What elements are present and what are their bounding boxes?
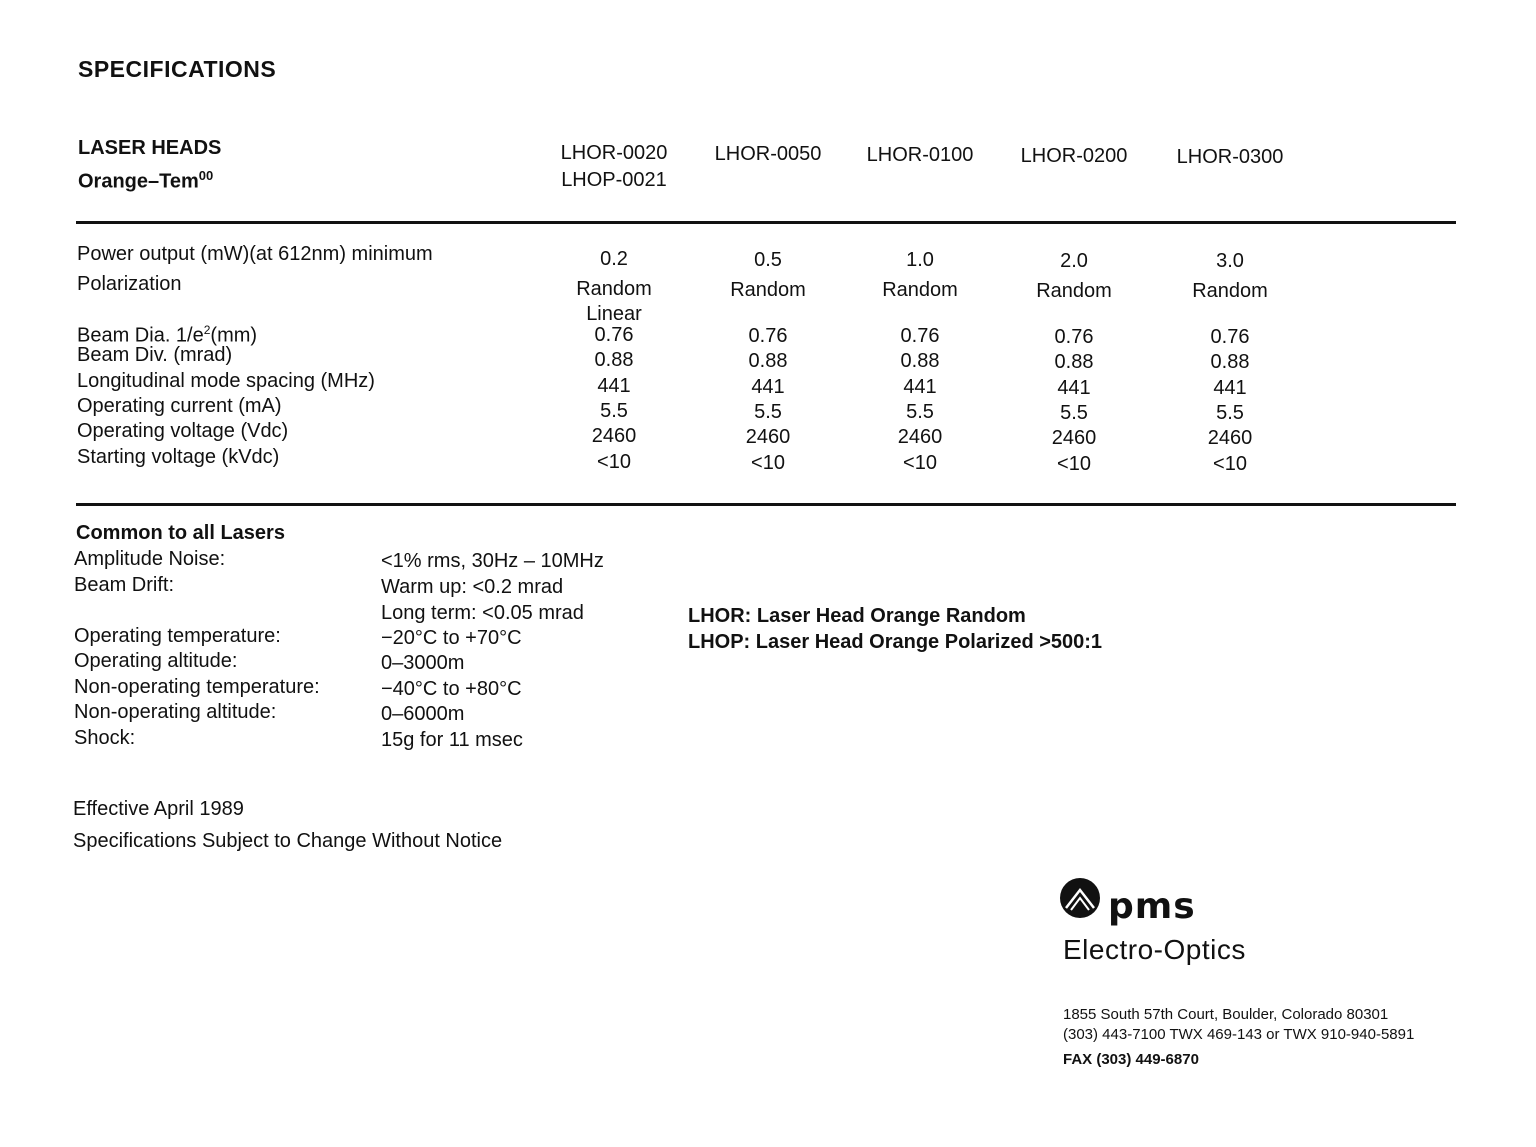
legend-lhor: LHOR: Laser Head Orange Random bbox=[688, 605, 1026, 627]
spec-cell: 5.5 bbox=[600, 400, 628, 422]
spec-cell: 2.0 bbox=[1060, 249, 1088, 272]
spec-cell: 0.76 bbox=[748, 324, 788, 347]
spec-cell: 2460 bbox=[897, 426, 943, 449]
common-spec-label: Amplitude Noise: bbox=[74, 548, 226, 570]
common-section-title: Common to all Lasers bbox=[76, 522, 285, 544]
spec-row-label: Power output (mW)(at 612nm) minimum bbox=[77, 243, 433, 265]
spec-cell: 5.5 bbox=[1060, 401, 1088, 424]
laser-heads-line1: LASER HEADS bbox=[78, 137, 222, 159]
model-name: LHOR-0100 bbox=[866, 144, 974, 166]
spec-cell: 0.88 bbox=[594, 349, 634, 371]
spec-cell: <10 bbox=[1057, 452, 1091, 475]
model-name: LHOR-0200 bbox=[1020, 145, 1128, 167]
legend bbox=[688, 603, 1102, 655]
common-spec-label: Shock: bbox=[74, 727, 136, 749]
effective-date: Effective April 1989 bbox=[73, 798, 244, 820]
spec-cell: Random bbox=[882, 279, 958, 302]
spec-cell: 441 bbox=[597, 375, 631, 397]
model-column-1 bbox=[693, 141, 843, 168]
spec-cell: 5.5 bbox=[906, 401, 934, 424]
spec-row-label: Beam Dia. $1/e^2(mm)$ bbox=[77, 323, 258, 347]
common-spec-value: Warm up: <0.2 mrad bbox=[381, 576, 564, 598]
change-notice: Specifications Subject to Change Without Notice bbox=[73, 830, 503, 852]
laser-heads-label bbox=[78, 134, 221, 196]
spec-cell: Random bbox=[1036, 279, 1112, 302]
pms-logo-icon bbox=[1060, 878, 1100, 918]
spec-cell: 0.76 bbox=[900, 325, 940, 348]
spec-cell: 0.2 bbox=[600, 248, 628, 270]
spec-cell: 0.76 bbox=[594, 324, 634, 346]
model-column-4 bbox=[1155, 144, 1305, 171]
spec-cell: 2460 bbox=[745, 425, 791, 448]
legend-lhop: LHOP: Laser Head Orange Polarized >500:1 bbox=[688, 631, 1103, 653]
spec-row-label: Longitudinal mode spacing (MHz) bbox=[77, 370, 375, 392]
model-column-0 bbox=[539, 140, 689, 194]
common-spec-value: −20°C to +70°C bbox=[381, 627, 522, 649]
common-spec-label: Operating altitude: bbox=[74, 650, 238, 672]
common-spec-label: Beam Drift: bbox=[74, 574, 175, 596]
spec-cell: <10 bbox=[751, 451, 785, 474]
spec-cell: 0.76 bbox=[1210, 326, 1250, 349]
company-phone: (303) 443-7100 TWX 469-143 or TWX 910-940-5891 bbox=[1063, 1026, 1415, 1043]
model-name: LHOR-0300 bbox=[1176, 146, 1284, 168]
common-spec-value: −40°C to +80°C bbox=[381, 678, 522, 700]
spec-row-label: Beam Div. (mrad) bbox=[77, 344, 233, 366]
brand-subtitle: Electro-Optics bbox=[1063, 934, 1246, 965]
spec-cell: 0.76 bbox=[1054, 325, 1094, 348]
spec-cell: 441 bbox=[1057, 376, 1091, 399]
model-name: LHOP-0021 bbox=[561, 169, 667, 191]
common-spec-label: Non-operating altitude: bbox=[74, 701, 277, 723]
spec-cell: 3.0 bbox=[1216, 250, 1244, 273]
table-bottom-rule bbox=[76, 503, 1456, 506]
spec-cell: 0.88 bbox=[748, 349, 788, 372]
page-title: SPECIFICATIONS bbox=[78, 56, 277, 82]
model-column-2 bbox=[845, 142, 995, 169]
spec-cell: 0.88 bbox=[1210, 351, 1250, 374]
spec-cell: 0.88 bbox=[900, 350, 940, 373]
spec-row-label: Polarization bbox=[77, 273, 182, 295]
common-spec-value: 0–6000m bbox=[381, 703, 465, 725]
spec-cell: 2460 bbox=[1207, 427, 1253, 450]
spec-cell: 441 bbox=[1213, 377, 1247, 400]
spec-cell: 1.0 bbox=[906, 249, 934, 272]
spec-cell: 441 bbox=[903, 376, 937, 399]
spec-cell: 5.5 bbox=[1216, 402, 1244, 425]
common-spec-value: 0–3000m bbox=[381, 652, 465, 674]
model-column-3 bbox=[999, 143, 1149, 170]
spec-row-label: Operating current (mA) bbox=[77, 395, 282, 417]
common-spec-label: Non-operating temperature: bbox=[74, 676, 320, 698]
spec-cell: 441 bbox=[751, 375, 785, 398]
company-fax: FAX (303) 449-6870 bbox=[1063, 1051, 1199, 1068]
spec-cell: Random bbox=[730, 278, 806, 301]
spec-cell: 5.5 bbox=[754, 400, 782, 423]
spec-cell: Random Linear bbox=[576, 278, 652, 325]
header-rule bbox=[76, 221, 1456, 224]
spec-cell: 2460 bbox=[591, 425, 637, 447]
spec-cell: <10 bbox=[1213, 453, 1247, 476]
spec-cell: 0.5 bbox=[754, 248, 782, 271]
common-spec-value: 15g for 11 msec bbox=[381, 729, 523, 751]
common-spec-label: Operating temperature: bbox=[74, 625, 281, 647]
spec-cell: Random bbox=[1192, 280, 1268, 303]
company-address: 1855 South 57th Court, Boulder, Colorado 80301 bbox=[1063, 1006, 1389, 1023]
laser-heads-line2: Orange–Tem$^{00}$ bbox=[78, 168, 214, 193]
spec-row-label: Starting voltage (kVdc) bbox=[77, 446, 280, 468]
spec-cell: 0.88 bbox=[1054, 350, 1094, 373]
common-spec-value: Long term: <0.05 mrad bbox=[381, 602, 584, 624]
spec-cell: <10 bbox=[597, 451, 631, 473]
spec-cell: <10 bbox=[903, 452, 937, 475]
spec-row-label: Operating voltage (Vdc) bbox=[77, 420, 289, 442]
common-spec-value: <1% rms, 30Hz – 10MHz bbox=[381, 550, 604, 572]
model-name: LHOR-0050 bbox=[714, 143, 822, 165]
spec-cell: 2460 bbox=[1051, 426, 1097, 449]
model-name: LHOR-0020 bbox=[560, 142, 668, 164]
brand-name: pms bbox=[1108, 886, 1196, 927]
